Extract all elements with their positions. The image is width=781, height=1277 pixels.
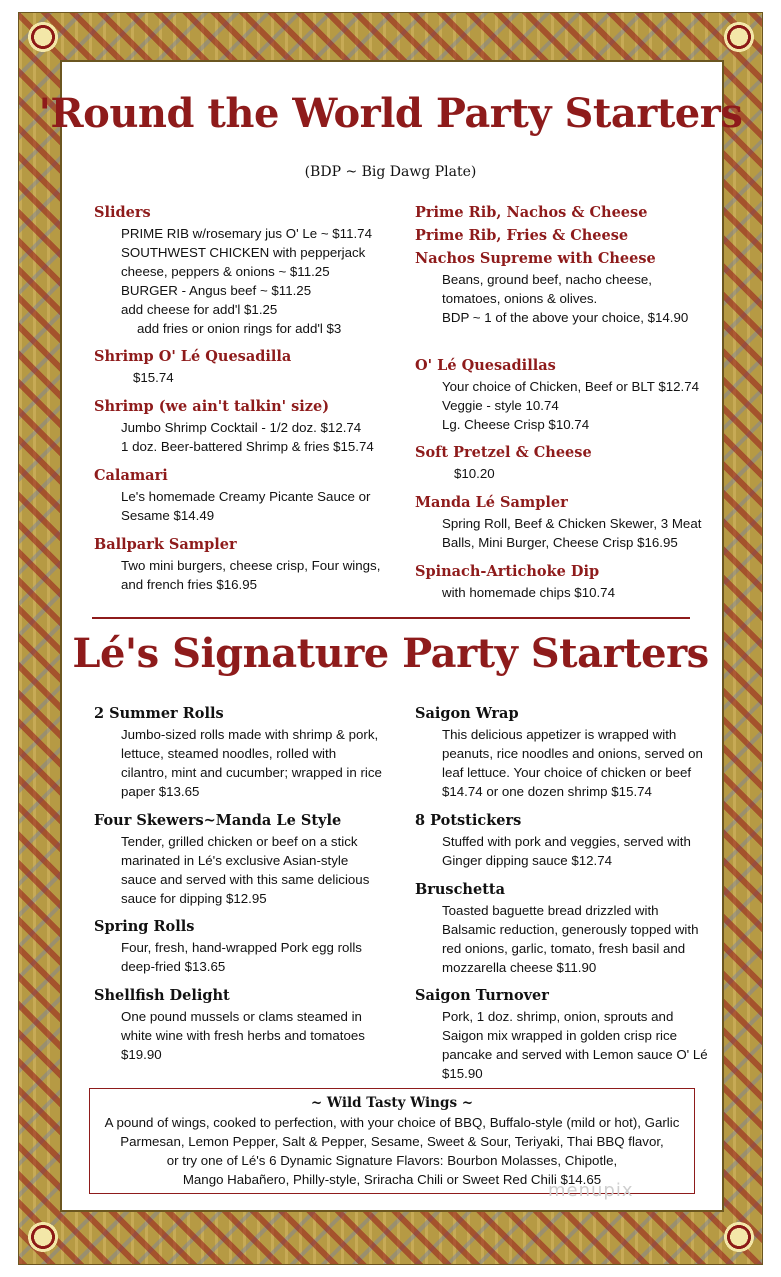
watermark: menupix <box>548 1180 634 1201</box>
item-line: Lg. Cheese Crisp $10.74 <box>442 417 590 432</box>
item-line: Veggie - style 10.74 <box>442 398 559 413</box>
menu-item-calamari <box>94 465 370 525</box>
wings-box <box>89 1088 695 1194</box>
wings-title: ~ Wild Tasty Wings ~ <box>310 1095 474 1111</box>
item-line: $15.90 <box>442 1066 483 1081</box>
item-line: $19.90 <box>121 1047 162 1062</box>
item-name: 8 Potstickers <box>415 812 522 829</box>
item-name: Bruschetta <box>415 881 505 898</box>
item-line: Sesame $14.49 <box>121 508 215 523</box>
item-name: Four Skewers~Manda Le Style <box>94 812 342 829</box>
item-line: Pork, 1 doz. shrimp, onion, sprouts and <box>442 1009 674 1024</box>
wings-line: A pound of wings, cooked to perfection, with your choice of BBQ, Buffalo-style (mild or hot), Garlic <box>104 1115 680 1130</box>
item-description <box>415 270 688 327</box>
item-line: $14.74 or one dozen shrimp $15.74 <box>442 784 652 799</box>
item-name: Saigon Wrap <box>415 705 519 722</box>
item-line: with homemade chips $10.74 <box>442 585 615 600</box>
item-name: Soft Pretzel & Cheese <box>415 444 592 461</box>
item-line: tomatoes, onions & olives. <box>442 291 598 306</box>
item-description <box>415 514 701 552</box>
menu-item-bruschetta <box>415 879 698 977</box>
item-line: Stuffed with pork and veggies, served with <box>442 834 691 849</box>
item-line: pancake and served with Lemon sauce O' Lé <box>442 1047 708 1062</box>
item-description <box>415 901 698 977</box>
item-name: Ballpark Sampler <box>94 536 237 553</box>
item-line: BURGER - Angus beef ~ $11.25 <box>121 283 312 298</box>
item-line: BDP ~ 1 of the above your choice, $14.90 <box>442 310 689 325</box>
menu-item-spinach-dip <box>415 561 615 602</box>
section-title: Lé's Signature Party Starters <box>72 630 709 677</box>
item-line: red onions, garlic, tomato, fresh basil and <box>442 941 686 956</box>
item-line: deep-fried $13.65 <box>121 959 226 974</box>
item-line: sauce for dipping $12.95 <box>121 891 267 906</box>
item-line: paper $13.65 <box>121 784 200 799</box>
item-line: white wine with fresh herbs and tomatoes <box>121 1028 365 1043</box>
item-name: Shrimp O' Lé Quesadilla <box>94 348 292 365</box>
item-name: Prime Rib, Nachos & Cheese <box>415 204 648 221</box>
menu-item-prime-rib-fries <box>415 225 628 247</box>
sun-ornament-icon <box>718 1216 760 1258</box>
item-name: Manda Lé Sampler <box>415 494 568 511</box>
item-description <box>94 487 370 525</box>
wings-line: Mango Habañero, Philly-style, Sriracha Chili or Sweet Red Chili $14.65 <box>182 1172 602 1187</box>
menu-item-sliders <box>94 202 372 338</box>
sun-ornament-icon <box>22 16 64 58</box>
item-description <box>94 224 372 338</box>
item-description <box>415 725 703 801</box>
item-name: Saigon Turnover <box>415 987 549 1004</box>
item-line: add fries or onion rings for add'l $3 <box>137 321 342 336</box>
item-line: lettuce, steamed noodles, rolled with <box>121 746 337 761</box>
item-line: Jumbo-sized rolls made with shrimp & pork, <box>121 727 379 742</box>
item-name: Nachos Supreme with Cheese <box>415 250 656 267</box>
menu-item-shrimp-quesadilla <box>94 346 291 387</box>
item-description <box>415 832 691 870</box>
item-name: 2 Summer Rolls <box>94 705 224 722</box>
menu-item-soft-pretzel <box>415 442 592 483</box>
page-subtitle: (BDP ~ Big Dawg Plate) <box>304 164 477 180</box>
item-description <box>415 377 699 434</box>
item-name: Shrimp (we ain't talkin' size) <box>94 398 330 415</box>
item-name: Sliders <box>94 204 151 221</box>
item-line: Two mini burgers, cheese crisp, Four wings, <box>121 558 381 573</box>
menu-item-spring-rolls <box>94 916 362 976</box>
section-divider <box>92 617 690 619</box>
menu-item-ballpark-sampler <box>94 534 380 594</box>
item-line: sauce and served with this same delicious <box>121 872 370 887</box>
item-line: Your choice of Chicken, Beef or BLT $12.74 <box>442 379 699 394</box>
menu-item-prime-rib-nachos <box>415 202 647 224</box>
item-description <box>415 583 615 602</box>
menu-item-manda-le-sampler <box>415 492 701 552</box>
menu-item-four-skewers <box>94 810 369 908</box>
sun-ornament-icon <box>22 1216 64 1258</box>
item-description <box>415 1007 708 1083</box>
menu-item-shellfish-delight <box>94 985 365 1064</box>
item-name: Calamari <box>94 467 168 484</box>
item-name: Spring Rolls <box>94 918 195 935</box>
item-price: $10.20 <box>454 466 495 481</box>
item-line: cilantro, mint and cucumber; wrapped in rice <box>121 765 382 780</box>
menu-item-saigon-wrap <box>415 703 703 801</box>
item-line: One pound mussels or clams steamed in <box>121 1009 362 1024</box>
wings-line: Parmesan, Lemon Pepper, Salt & Pepper, Sesame, Sweet & Sour, Teriyaki, Thai BBQ flavor, <box>120 1134 664 1149</box>
page-title: 'Round the World Party Starters <box>38 90 743 137</box>
item-line: leaf lettuce. Your choice of chicken or beef <box>442 765 692 780</box>
item-line: Balls, Mini Burger, Cheese Crisp $16.95 <box>442 535 678 550</box>
item-line: Balsamic reduction, generously topped with <box>442 922 699 937</box>
menu-item-quesadillas <box>415 355 699 434</box>
menu-item-potstickers <box>415 810 691 870</box>
sun-ornament-icon <box>718 16 760 58</box>
item-name: Prime Rib, Fries & Cheese <box>415 227 629 244</box>
item-line: marinated in Lé's exclusive Asian-style <box>121 853 349 868</box>
item-description <box>94 368 291 387</box>
menu-item-nachos-supreme <box>415 248 688 327</box>
item-line: 1 doz. Beer-battered Shrimp & fries $15.74 <box>121 439 374 454</box>
item-line: Toasted baguette bread drizzled with <box>442 903 659 918</box>
item-line: Beans, ground beef, nacho cheese, <box>442 272 652 287</box>
item-line: and french fries $16.95 <box>121 577 258 592</box>
item-line: Saigon mix wrapped in golden crisp rice <box>442 1028 678 1043</box>
item-price: $15.74 <box>133 370 174 385</box>
menu-item-summer-rolls <box>94 703 382 801</box>
menu-item-shrimp <box>94 396 374 456</box>
item-line: mozzarella cheese $11.90 <box>442 960 597 975</box>
item-description <box>94 938 362 976</box>
item-description <box>94 418 374 456</box>
item-description <box>94 832 369 908</box>
item-line: Le's homemade Creamy Picante Sauce or <box>121 489 371 504</box>
item-name: Shellfish Delight <box>94 987 230 1004</box>
item-line: add cheese for add'l $1.25 <box>121 302 278 317</box>
wings-description <box>90 1113 694 1189</box>
item-line: Ginger dipping sauce $12.74 <box>442 853 613 868</box>
item-line: SOUTHWEST CHICKEN with pepperjack <box>121 245 366 260</box>
item-line: Four, fresh, hand-wrapped Pork egg rolls <box>121 940 362 955</box>
item-description <box>94 556 380 594</box>
item-line: Spring Roll, Beef & Chicken Skewer, 3 Meat <box>442 516 702 531</box>
item-line: Jumbo Shrimp Cocktail - 1/2 doz. $12.74 <box>121 420 362 435</box>
item-line: PRIME RIB w/rosemary jus O' Le ~ $11.74 <box>121 226 372 241</box>
item-description <box>415 464 592 483</box>
item-line: cheese, peppers & onions ~ $11.25 <box>121 264 330 279</box>
wings-line: or try one of Lé's 6 Dynamic Signature Flavors: Bourbon Molasses, Chipotle, <box>166 1153 618 1168</box>
menu-item-saigon-turnover <box>415 985 708 1083</box>
item-line: This delicious appetizer is wrapped with <box>442 727 677 742</box>
item-description <box>94 725 382 801</box>
item-line: Tender, grilled chicken or beef on a stick <box>121 834 358 849</box>
item-name: O' Lé Quesadillas <box>415 357 556 374</box>
item-name: Spinach-Artichoke Dip <box>415 563 600 580</box>
item-line: peanuts, rice noodles and onions, served on <box>442 746 703 761</box>
item-description <box>94 1007 365 1064</box>
